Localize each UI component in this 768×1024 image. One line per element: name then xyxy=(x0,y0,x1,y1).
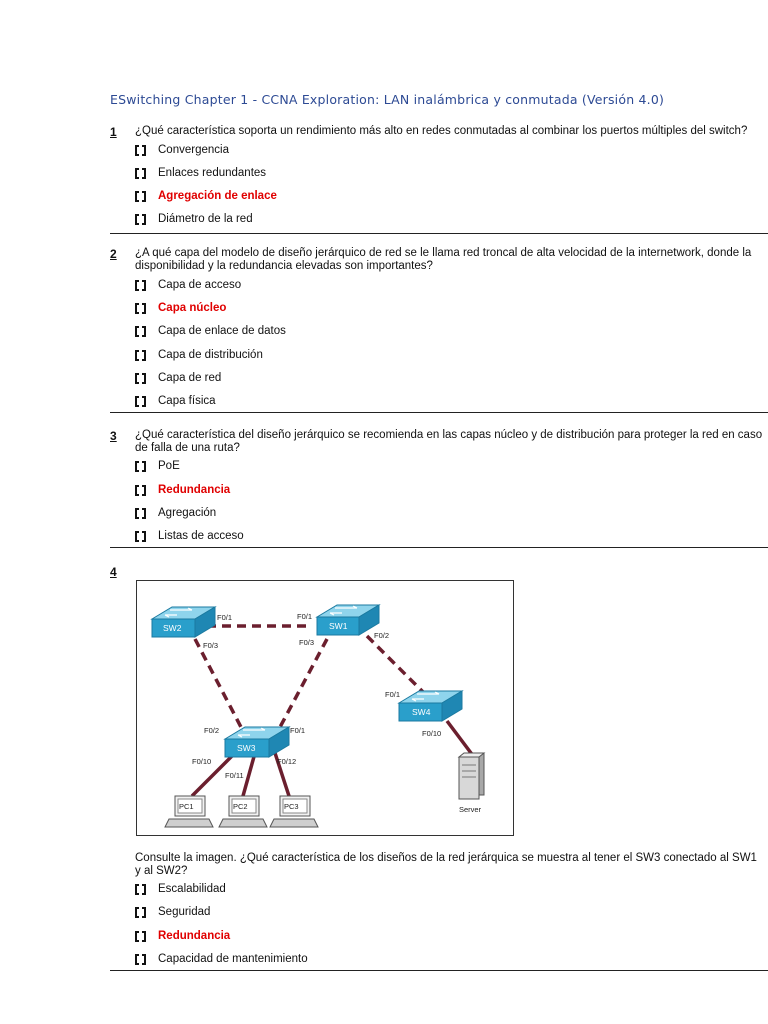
option-bracket-icon xyxy=(135,350,146,361)
server-icon xyxy=(459,753,484,799)
option-bracket-icon xyxy=(135,508,146,519)
option[interactable] xyxy=(135,143,229,157)
port-label: F0/2 xyxy=(204,726,220,735)
link-sw4-server xyxy=(447,721,474,757)
option[interactable] xyxy=(135,882,226,896)
option-bracket-icon xyxy=(135,373,146,384)
option-bracket-icon xyxy=(135,168,146,179)
option-bracket-icon xyxy=(135,461,146,472)
port-label: F0/10 xyxy=(422,729,442,738)
switch-label: SW2 xyxy=(163,623,182,633)
option-bracket-icon xyxy=(135,531,146,542)
divider xyxy=(110,547,768,548)
switch-sw2-icon xyxy=(152,607,215,637)
option-label: Convergencia xyxy=(158,144,229,156)
option-bracket-icon xyxy=(135,145,146,156)
port-label: F0/10 xyxy=(192,757,212,766)
option-label: Capa de acceso xyxy=(158,279,242,291)
option-label: Capa de red xyxy=(158,372,222,384)
option-correct[interactable] xyxy=(135,301,226,315)
switch-sw3-icon xyxy=(225,727,289,757)
option-label: Capa de enlace de datos xyxy=(158,325,286,337)
option[interactable] xyxy=(135,212,253,226)
option-label: Capacidad de mantenimiento xyxy=(158,953,308,965)
option-label: Capa núcleo xyxy=(158,302,227,314)
question-text: ¿Qué característica soporta un rendimiento más alto en redes conmutadas al combinar los puertos múltiples del switch? xyxy=(135,125,748,137)
option-bracket-icon xyxy=(135,931,146,942)
option[interactable] xyxy=(135,952,308,966)
option[interactable] xyxy=(135,529,244,543)
switch-label: SW3 xyxy=(237,743,256,753)
option[interactable] xyxy=(135,459,180,473)
option-label: Redundancia xyxy=(158,484,231,496)
option-label: Redundancia xyxy=(158,930,231,942)
pc1-icon xyxy=(165,796,213,827)
option[interactable] xyxy=(135,278,241,292)
link-sw1-sw3 xyxy=(279,639,327,729)
port-label: F0/1 xyxy=(217,613,233,622)
question-number: 2 xyxy=(110,247,117,261)
pc-label: PC1 xyxy=(179,802,194,811)
link-sw3-pc2 xyxy=(243,753,255,796)
question-number: 1 xyxy=(110,125,117,139)
option-correct[interactable] xyxy=(135,189,277,203)
link-sw2-sw3 xyxy=(195,639,242,729)
option[interactable] xyxy=(135,506,216,520)
option-bracket-icon xyxy=(135,191,146,202)
switch-sw1-icon xyxy=(317,605,379,635)
option-bracket-icon xyxy=(135,396,146,407)
topology-svg xyxy=(137,581,513,835)
option-bracket-icon xyxy=(135,280,146,291)
port-label: F0/1 xyxy=(385,690,401,699)
option-bracket-icon xyxy=(135,954,146,965)
option-label: PoE xyxy=(158,460,180,472)
divider xyxy=(110,970,768,971)
option[interactable] xyxy=(135,394,216,408)
option[interactable] xyxy=(135,348,263,362)
option-correct[interactable] xyxy=(135,483,230,497)
option-label: Escalabilidad xyxy=(158,883,226,895)
port-label: F0/2 xyxy=(374,631,390,640)
question-text: Consulte la imagen. ¿Qué característica de los diseños de la red jerárquica se muestra al tener el SW3 conectado al SW1 y al SW2? xyxy=(135,852,757,877)
switch-label: SW1 xyxy=(329,621,348,631)
option-correct[interactable] xyxy=(135,929,230,943)
server-label: Server xyxy=(459,805,482,814)
question-number: 4 xyxy=(110,565,117,579)
option-bracket-icon xyxy=(135,907,146,918)
option[interactable] xyxy=(135,324,286,338)
port-label: F0/3 xyxy=(299,638,315,647)
port-label: F0/3 xyxy=(203,641,219,650)
option-label: Capa física xyxy=(158,395,216,407)
option-label: Capa de distribución xyxy=(158,349,263,361)
option[interactable] xyxy=(135,905,210,919)
option-bracket-icon xyxy=(135,485,146,496)
port-label: F0/1 xyxy=(290,726,306,735)
port-label: F0/11 xyxy=(225,771,244,780)
switch-sw4-icon xyxy=(399,691,462,721)
switch-label: SW4 xyxy=(412,707,431,717)
link-sw1-sw4 xyxy=(367,636,427,696)
option-bracket-icon xyxy=(135,214,146,225)
pc-label: PC3 xyxy=(284,802,299,811)
option-label: Diámetro de la red xyxy=(158,213,253,225)
option-label: Listas de acceso xyxy=(158,530,244,542)
option-label: Agregación de enlace xyxy=(158,190,277,202)
option-label: Agregación xyxy=(158,507,217,519)
option[interactable] xyxy=(135,371,221,385)
option-bracket-icon xyxy=(135,884,146,895)
divider xyxy=(110,412,768,413)
option-label: Seguridad xyxy=(158,906,211,918)
port-label: F0/12 xyxy=(277,757,297,766)
port-label: F0/1 xyxy=(297,612,313,621)
divider xyxy=(110,233,768,234)
document-title: ESwitching Chapter 1 - CCNA Exploration: LAN inalámbrica y conmutada (Versión 4.0) xyxy=(110,92,665,107)
option-label: Enlaces redundantes xyxy=(158,167,267,179)
pc3-icon xyxy=(270,796,318,827)
pc2-icon xyxy=(219,796,267,827)
network-topology-diagram xyxy=(136,580,514,836)
option-bracket-icon xyxy=(135,303,146,314)
question-number: 3 xyxy=(110,429,117,443)
option[interactable] xyxy=(135,166,266,180)
pc-label: PC2 xyxy=(233,802,248,811)
option-bracket-icon xyxy=(135,326,146,337)
question-text: ¿A qué capa del modelo de diseño jerárquico de red se le llama red troncal de alta velocidad de la internetwork, donde la disponibilidad y la redundancia elevadas son importantes? xyxy=(135,247,752,272)
question-text: ¿Qué característica del diseño jerárquico se recomienda en las capas núcleo y de distribución para proteger la red en caso de falla de una ruta? xyxy=(135,429,763,454)
